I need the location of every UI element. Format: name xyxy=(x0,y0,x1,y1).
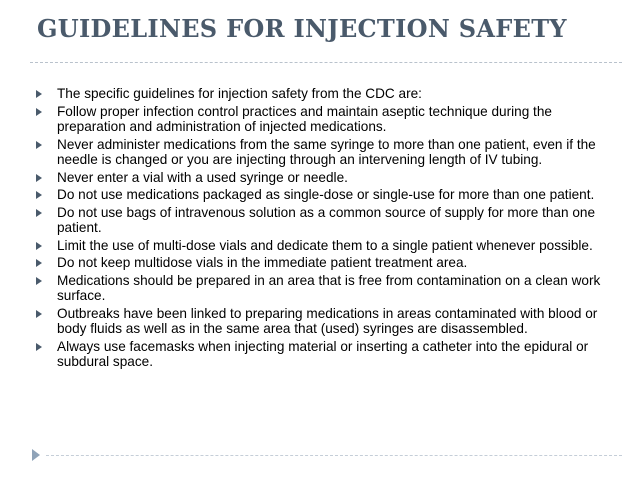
list-item-text: Outbreaks have been linked to preparing medications in areas contaminated with blood or body fluids as well as in the same area that (used) syringes are disassembled. xyxy=(57,305,598,336)
list-item xyxy=(36,273,604,304)
list-item xyxy=(36,86,604,102)
list-item-text: Limit the use of multi-dose vials and dedicate them to a single patient whenever possible. xyxy=(57,237,593,253)
bullet-icon xyxy=(36,277,42,285)
slide-title: GUIDELINES FOR INJECTION SAFETY xyxy=(37,14,567,43)
bullet-icon xyxy=(36,259,42,267)
list-item xyxy=(36,306,604,337)
list-item-text: Always use facemasks when injecting material or inserting a catheter into the epidural or subdural space. xyxy=(57,338,589,369)
list-item xyxy=(36,238,604,254)
list-item-text: Never administer medications from the same syringe to more than one patient, even if the needle is changed or you are injecting through an intervening length of IV tubing. xyxy=(57,136,596,167)
list-item xyxy=(36,137,604,168)
list-item xyxy=(36,255,604,271)
list-item xyxy=(36,339,604,370)
list-item-text: Do not keep multidose vials in the immediate patient treatment area. xyxy=(57,255,468,270)
bullet-icon xyxy=(36,310,42,318)
bullet-icon xyxy=(36,191,42,199)
list-item xyxy=(36,205,604,236)
list-item xyxy=(36,187,604,203)
bullet-icon xyxy=(36,209,42,217)
list-item-text: Do not use bags of intravenous solution as a common source of supply for more than one patient. xyxy=(57,204,596,235)
title-divider xyxy=(30,62,622,63)
bullet-icon xyxy=(36,141,42,149)
list-item-text: Never enter a vial with a used syringe or needle. xyxy=(57,169,348,185)
bullet-icon xyxy=(36,174,42,182)
list-item-text: Follow proper infection control practices and maintain aseptic technique during the preparation and administration of injected medications. xyxy=(57,103,552,134)
list-item xyxy=(36,104,604,135)
list-item-text: The specific guidelines for injection safety from the CDC are: xyxy=(57,86,422,101)
bullet-icon xyxy=(36,343,42,351)
bullet-icon xyxy=(36,242,42,250)
slide-marker-icon xyxy=(32,449,40,461)
bullet-icon xyxy=(36,90,42,98)
list-item-text: Do not use medications packaged as single-dose or single-use for more than one patient. xyxy=(57,187,595,202)
list-item xyxy=(36,170,604,186)
list-item-text: Medications should be prepared in an area that is free from contamination on a clean work surface. xyxy=(57,272,601,303)
footer-divider xyxy=(46,455,622,456)
bullet-list xyxy=(36,86,604,372)
bullet-icon xyxy=(36,108,42,116)
